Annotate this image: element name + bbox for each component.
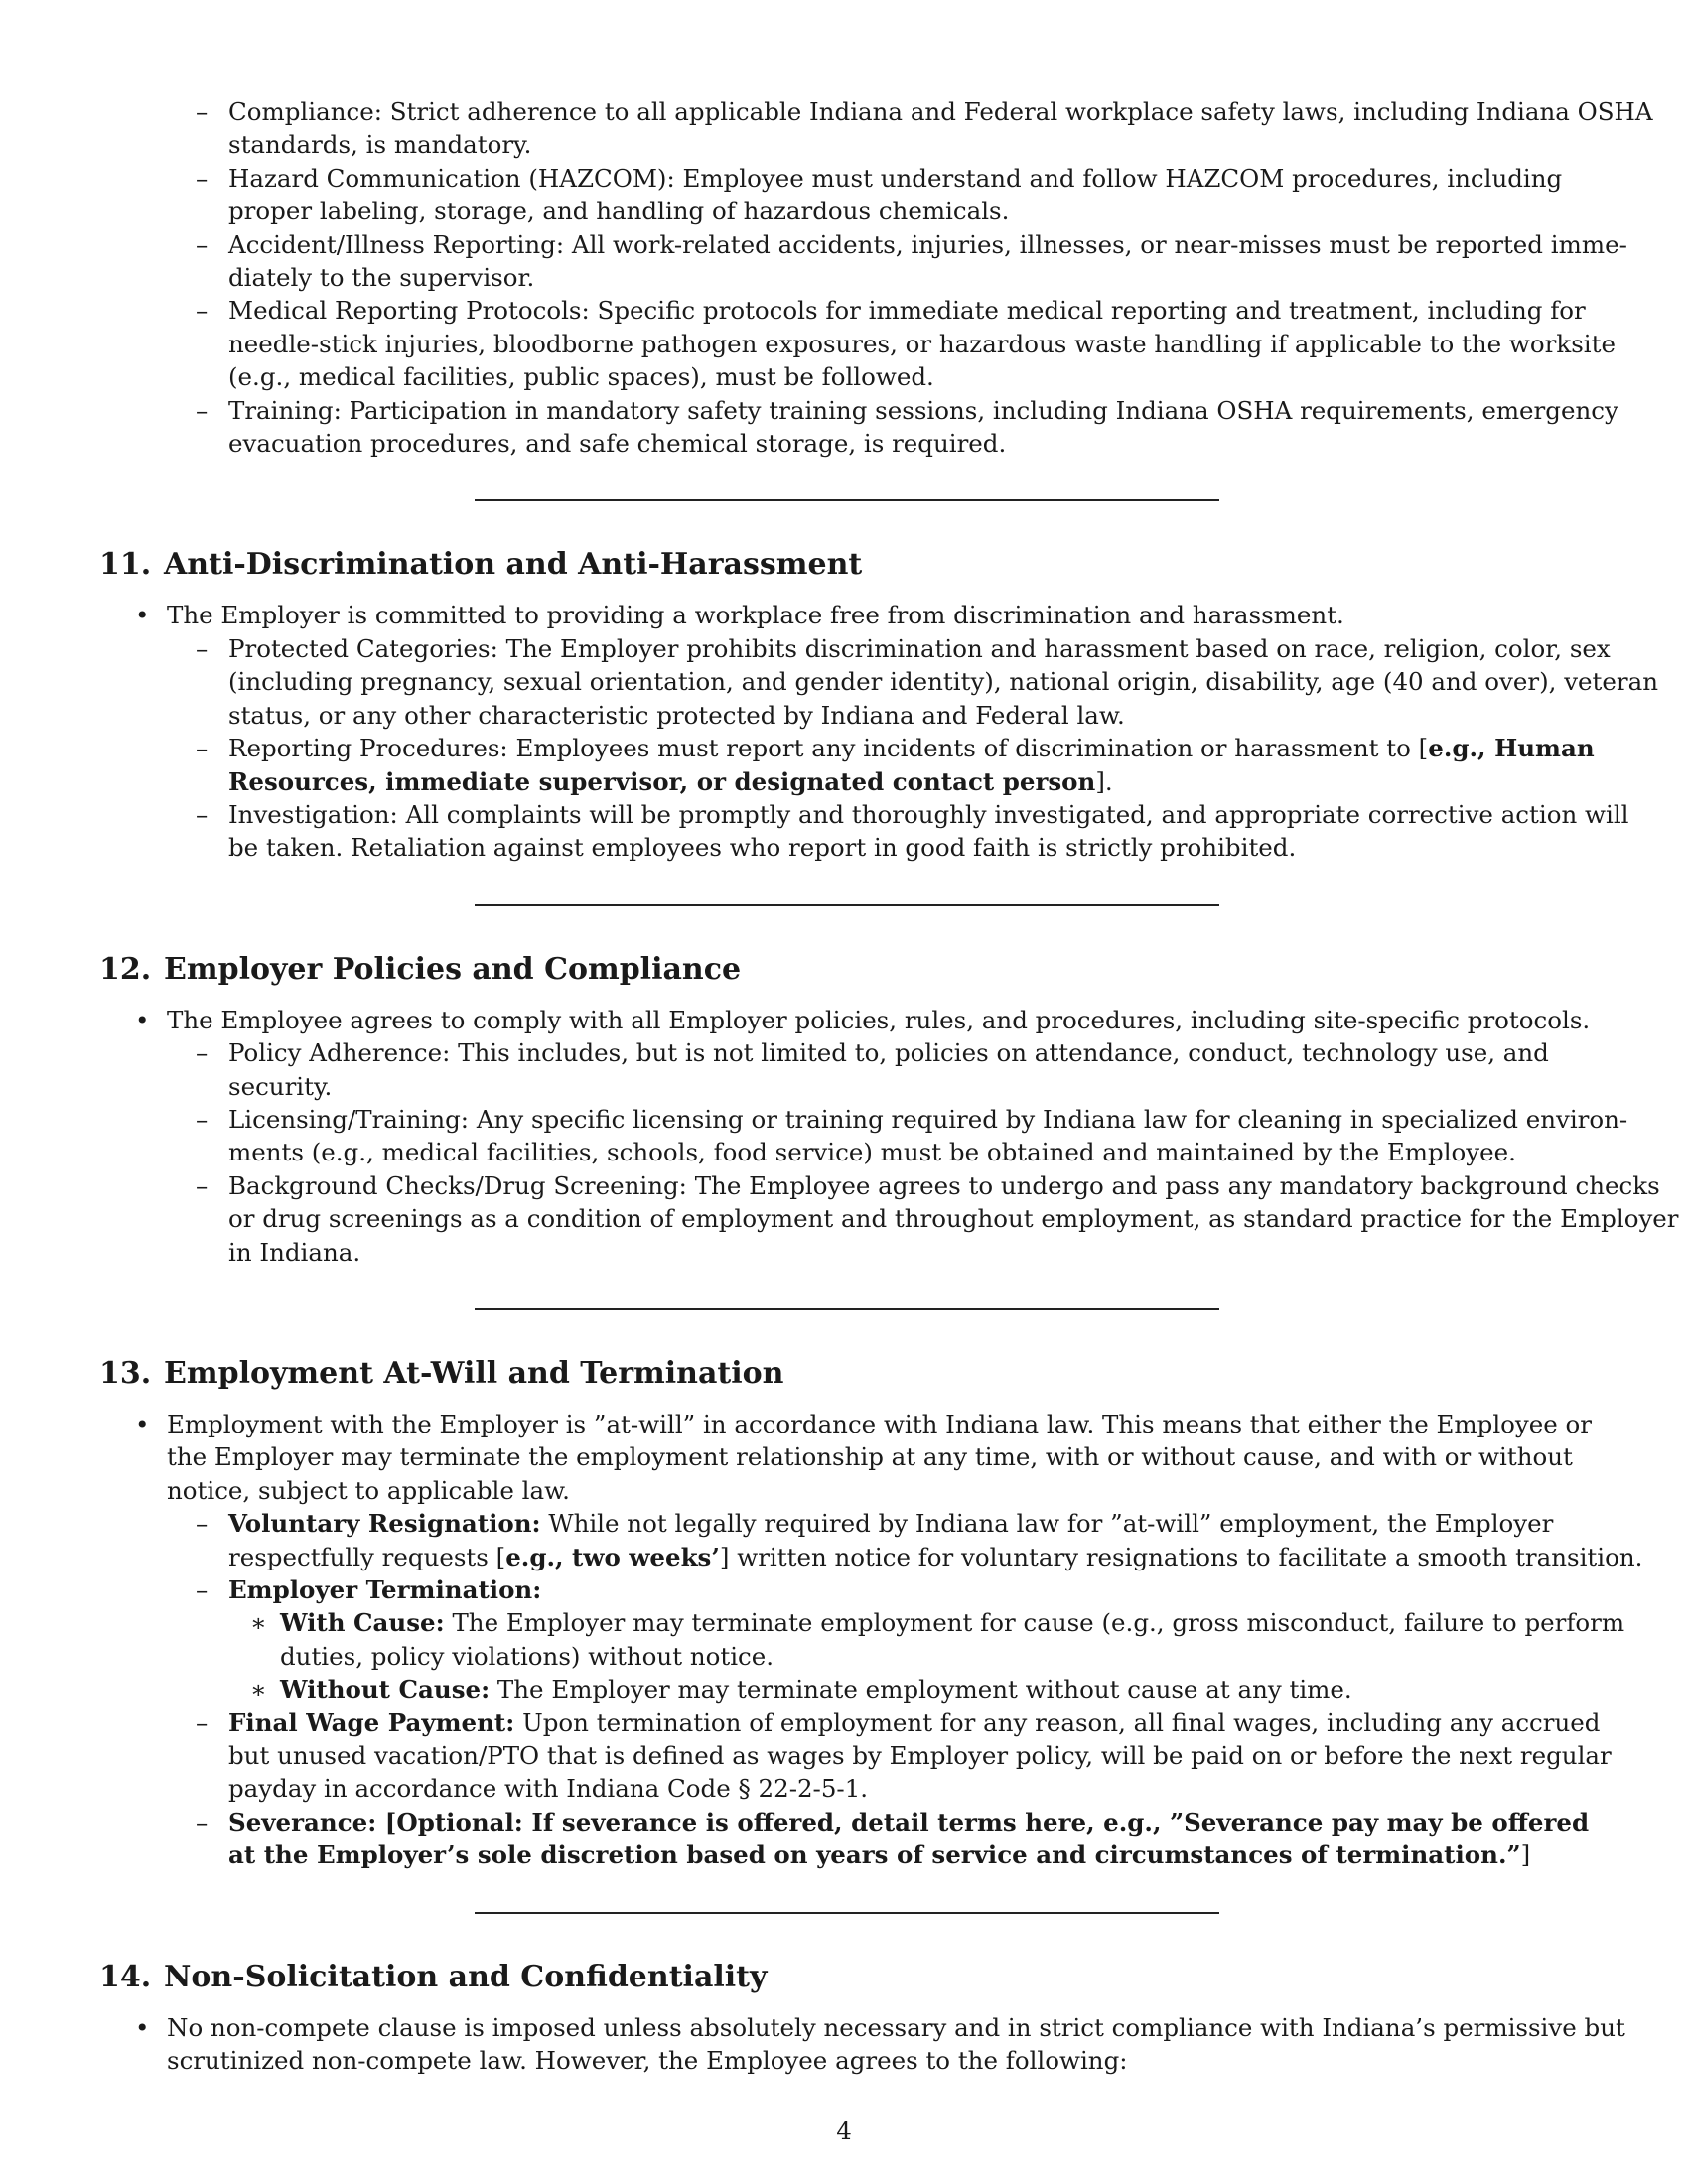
list-item-text: Licensing/Training: Any specific licensing or training required by Indiana law for cleaning in specialized environ- (228, 1104, 1628, 1134)
list-item (99, 394, 1618, 427)
list-item-text: Protected Categories: The Employer prohibits discrimination and harassment based on race, religion, color, sex (228, 633, 1611, 663)
list-item-text: diately to the supervisor. (228, 263, 535, 293)
section-11-investigation (99, 798, 1629, 865)
list-item-continuation: respectfully requests [e.g., two weeks’] written notice for voluntary resignations to facilitate a smooth transition. (228, 1542, 1643, 1571)
list-item-continuation (99, 195, 1589, 227)
list-item (99, 1408, 1593, 1440)
list-item-continuation (99, 261, 1589, 294)
bullet-marker: – (196, 395, 209, 425)
list-item-continuation: at the Employer’s sole discretion based on years of service and circumstances of termination.”] (228, 1841, 1531, 1870)
list-item (99, 162, 1589, 195)
section-11-heading: 11. Anti-Discrimination and Anti-Harassment (99, 547, 863, 583)
list-item-text: be taken. Retaliation against employees who report in good faith is strictly prohibited. (228, 833, 1297, 863)
list-item-continuation (99, 665, 1658, 698)
list-item-continuation (99, 328, 1616, 360)
list-item: • The Employer is committed to providing a workplace free from discrimination and harassment. (135, 601, 1344, 630)
list-item: • The Employee agrees to comply with all Employer policies, rules, and procedures, including site-specific protocols. (135, 1005, 1591, 1034)
list-item-text: the Employer may terminate the employment relationship at any time, with or without cause, and with or without (167, 1442, 1573, 1472)
bullet-marker: – (196, 1104, 209, 1134)
list-item (99, 95, 1653, 128)
list-item-continuation (99, 1202, 1679, 1235)
list-item-text: Hazard Communication (HAZCOM): Employee must understand and follow HAZCOM procedures, including (228, 163, 1563, 193)
section-divider (475, 1308, 1219, 1310)
list-item-text: Compliance: Strict adherence to all applicable Indiana and Federal workplace safety laws, including Indiana OSHA (228, 97, 1653, 126)
list-item-text: notice, subject to applicable law. (167, 1475, 570, 1505)
list-item-text: security. (228, 1071, 333, 1101)
list-item-continuation: duties, policy violations) without notice. (280, 1641, 774, 1671)
list-item (99, 228, 1627, 261)
list-item-text: needle-stick injuries, bloodborne pathogen exposures, or hazardous waste handling if applicable to the worksite (228, 329, 1616, 358)
bullet-marker: • (135, 1409, 150, 1438)
list-item-text: (including pregnancy, sexual orientation, and gender identity), national origin, disability, age (40 and over), veteran (228, 667, 1658, 697)
bullet-marker: – (196, 1170, 209, 1200)
bullet-marker: – (196, 799, 209, 829)
list-item-continuation (99, 831, 1589, 864)
list-item-text: Accident/Illness Reporting: All work-related accidents, injuries, illnesses, or near-misses must be reported imme- (228, 229, 1627, 259)
bullet-marker: – (196, 296, 209, 326)
bullet-marker: – (196, 633, 209, 663)
list-item-continuation (99, 1070, 1589, 1103)
list-item-text: or drug screenings as a condition of employment and throughout employment, as standard practice for the Employer (228, 1204, 1679, 1234)
list-item-continuation (99, 2044, 1589, 2077)
bullet-marker: – (196, 163, 209, 193)
document-page (99, 95, 1679, 2077)
section-divider (475, 1912, 1219, 1914)
list-item-continuation (99, 1136, 1589, 1168)
list-item-text: Training: Participation in mandatory safety training sessions, including Indiana OSHA requirements, emergency (228, 395, 1618, 425)
list-item-continuation (99, 699, 1589, 732)
list-item-continuation: payday in accordance with Indiana Code § 22-2-5-1. (228, 1774, 869, 1804)
bullet-marker: • (135, 2012, 150, 2042)
bullet-marker: – (196, 1038, 209, 1068)
list-item-text: scrutinized non-compete law. However, the Employee agrees to the following: (167, 2046, 1128, 2076)
bullet-marker: – (196, 229, 209, 259)
list-item-continuation (99, 128, 1589, 161)
section-10-list (99, 95, 1653, 460)
section-14-heading: 14. Non-Solicitation and Confidentiality (99, 1959, 768, 1994)
list-item (99, 2011, 1625, 2044)
list-item-continuation: but unused vacation/PTO that is defined as wages by Employer policy, will be paid on or before the next regular (228, 1741, 1612, 1771)
section-12-heading: 12. Employer Policies and Compliance (99, 951, 742, 987)
list-item: ∗ Without Cause: The Employer may terminate employment without cause at any time. (250, 1675, 1352, 1705)
list-item-text: evacuation procedures, and safe chemical storage, is required. (228, 429, 1007, 459)
section-divider (475, 904, 1219, 906)
list-item (99, 1103, 1628, 1136)
list-item-text: Employment with the Employer is ”at-will” in accordance with Indiana law. This means that either the Employee or (167, 1409, 1593, 1438)
list-item-text: (e.g., medical facilities, public spaces), must be followed. (228, 362, 934, 392)
section-13-intro (99, 1408, 1593, 1507)
list-item-continuation (99, 360, 1589, 393)
list-item-text: Background Checks/Drug Screening: The Employee agrees to undergo and pass any mandatory background checks (228, 1170, 1660, 1200)
section-12-list (99, 1036, 1679, 1269)
list-item (99, 1169, 1660, 1202)
list-item-continuation (99, 1474, 1589, 1507)
list-item-text: in Indiana. (228, 1237, 361, 1267)
list-item-continuation (99, 1236, 1589, 1269)
list-item-text: Policy Adherence: This includes, but is not limited to, policies on attendance, conduct, technology use, and (228, 1038, 1549, 1068)
list-item-text: Medical Reporting Protocols: Specific protocols for immediate medical reporting and treatment, including for (228, 296, 1586, 326)
list-item-text: No non-compete clause is imposed unless absolutely necessary and in strict compliance with Indiana’s permissive but (167, 2012, 1625, 2042)
list-item: – Voluntary Resignation: While not legally required by Indiana law for ”at-will” employment, the Employer (196, 1509, 1554, 1539)
list-item (99, 632, 1611, 665)
list-item: – Reporting Procedures: Employees must report any incidents of discrimination or harassment to [e.g., Human (196, 734, 1595, 763)
list-item: – Final Wage Payment: Upon termination of employment for any reason, all final wages, including any accrued (196, 1707, 1601, 1737)
list-item-text: ments (e.g., medical facilities, schools, food service) must be obtained and maintained by the Employee. (228, 1138, 1516, 1167)
list-item: – Employer Termination: (196, 1575, 542, 1604)
page-number: 4 (836, 2116, 852, 2145)
bullet-marker: – (196, 97, 209, 126)
list-item-text: proper labeling, storage, and handling of hazardous chemicals. (228, 197, 1010, 226)
list-item (99, 294, 1589, 327)
list-item: – Severance: [Optional: If severance is offered, detail terms here, e.g., ”Severance pay may be offered (196, 1807, 1590, 1837)
list-item-text: standards, is mandatory. (228, 130, 532, 160)
list-item-text: Investigation: All complaints will be promptly and thoroughly investigated, and appropriate corrective action will (228, 799, 1629, 829)
section-14-intro (99, 2011, 1625, 2078)
list-item: ∗ With Cause: The Employer may terminate employment for cause (e.g., gross misconduct, failure to perform (250, 1608, 1625, 1638)
list-item-text: status, or any other characteristic protected by Indiana and Federal law. (228, 700, 1125, 730)
list-item-continuation (99, 1440, 1589, 1473)
list-item-continuation: Resources, immediate supervisor, or designated contact person]. (228, 766, 1113, 796)
list-item (99, 1036, 1589, 1069)
section-divider (475, 499, 1219, 501)
list-item-continuation (99, 427, 1589, 460)
section-13-heading: 13. Employment At-Will and Termination (99, 1355, 784, 1391)
section-11-protected (99, 632, 1658, 732)
list-item (99, 798, 1629, 831)
